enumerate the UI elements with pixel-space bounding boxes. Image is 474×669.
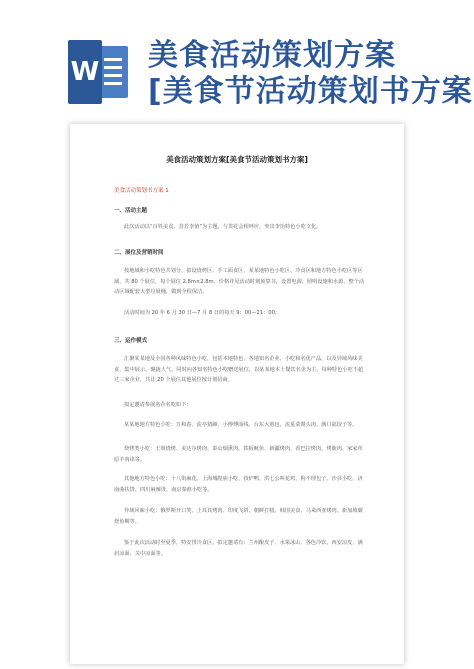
- paragraph-invite-intro: 拟定邀请参展名企名吃如下：: [124, 402, 192, 408]
- section-heading-operation: 三、运作模式: [114, 338, 148, 344]
- paragraph-cold-food: 鉴于此次活动时至夏季，特安排冷食区，拟定邀请有：兰州酿皮子、水果冰山、各色冷饮、西安凉皮、满肩凉面、关中凉面等。: [114, 540, 363, 557]
- banner-title-line-1: 美食活动策划方案: [148, 38, 396, 73]
- word-document-icon: [62, 40, 134, 104]
- section-heading-theme: 一、活动主题: [114, 208, 148, 214]
- paragraph-foreign-snacks: 异域风味小吃：俄罗斯开口笑、土耳其烤肉、印度飞饼、朝鲜打糕、韩国美食、马来西亚烤肉、新加坡碳烧鱼柳等。: [114, 508, 363, 525]
- document-page: [70, 124, 404, 664]
- paragraph-other-snacks: 其他地方特色小吃：十八街麻花、上海城隍庙小吃、技炉鸭、洪七公叫花鸡、狗不理包子、沙县小吃、济南曲扶饼、四川麻辣烫、南京秦淮小吃等。: [114, 476, 363, 493]
- banner-title-line-2: [美食节活动策划书方案: [148, 74, 473, 109]
- word-icon-line: [104, 66, 122, 69]
- word-icon-line: [104, 58, 122, 61]
- cover-banner: [0, 0, 474, 140]
- paragraph-bbq: 烧烤类小吃：王姐烧烤、美达尔烤肉、泰山烟熏肉、铁板鱿鱼、新疆烤肉、香巴拉烤肉、烤鹿肉、家家草原羊肉串等。: [114, 446, 363, 463]
- paragraph-time: 活动时间为 20 年 6 月 30 日—7 月 8 日的每天 9：00—21：00。: [124, 310, 281, 316]
- word-icon-letter: W: [68, 40, 102, 104]
- paragraph-local-snacks: 某某地地方特色小吃：万和春、流亭猪蹄、小傅傅面线、台东大煎包、流觅菜馒头肉、满口福饺子等。: [124, 422, 358, 428]
- document-title: 美食活动策划方案[美食节活动策划书方案]: [166, 155, 308, 164]
- section-heading-booths: 二、展位及营销时间: [114, 250, 164, 256]
- word-icon-line: [104, 74, 122, 77]
- paragraph-theme: 此次活动以“百姓美食，昔芳李值”为主题，与贯花会相呼应，突出李饴特色小吃文化。: [124, 224, 322, 230]
- paragraph-operation: 汇聚某某地及全国各种风味特色小吃，包括本地特色、各地知名企业、小吃和名优产品，以及异域风味美食，集中展示，聚拢人气。同时向各知名特色小吃赠送展位，以某某地本土餐饮名企为主，每种特色小吃不超过三家企业，共计 20 个展位其他展位按计划招商。: [114, 356, 364, 383]
- word-icon-line: [104, 82, 122, 85]
- plan-heading: 美食活动策划书方案 1: [114, 188, 169, 194]
- paragraph-booths: 按地域和小吃特色共划分，拟设烧烤区、手工面食区、某某地特色小吃区、冷食区和地方特色小吃区等区域，共 80 个展位，每个展位 2.8m×2.8m，价格详见活动时刻预算书，设置电源、照明设施和水源，整个活动区域配套大型垃圾桶，做到全程保洁。: [114, 268, 365, 295]
